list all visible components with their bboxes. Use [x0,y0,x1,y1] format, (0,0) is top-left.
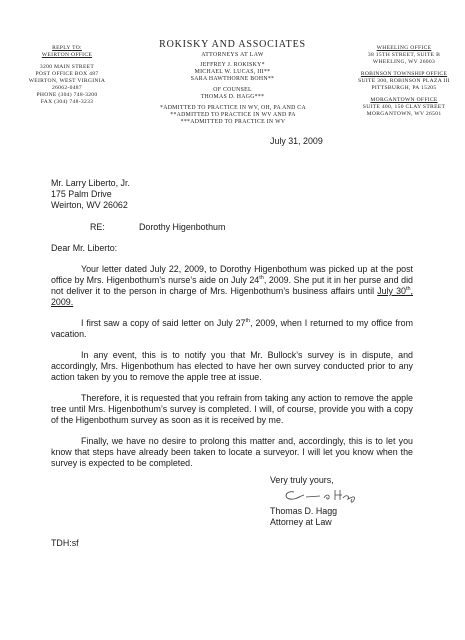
weirton-address-line: POST OFFICE BOX 487 [35,71,99,77]
closing: Very truly yours, [270,475,334,485]
attorney-list [150,62,315,84]
letter-date: July 31, 2009 [270,136,323,146]
signature-image [280,486,360,506]
firm-name: ROKISKY AND ASSOCIATES [159,39,306,50]
attorney-name: JEFFREY J. ROKISKY* [200,62,265,68]
admission-note: ***ADMITTED TO PRACTICE IN WV [180,119,286,126]
body-paragraph-2: I first saw a copy of said letter on July 27th, 2009, when I returned to my office from vacation. [51,318,413,339]
weirton-address-line: 3200 MAIN STREET [39,64,95,70]
of-counsel-label: OF COUNSEL [213,87,252,93]
body-paragraph-4: Therefore, it is requested that you refrain from taking any action to remove the apple tree until Mrs. Higenbothum’s survey is completed. I will, of course, provide you with a copy of the Higenbothum survey as soon as it is received by me. [51,393,413,425]
body-paragraph-3: In any event, this is to notify you that Mr. Bullock’s survey is in dispute, and accordingly, Mrs. Higenbothum has elected to have her own survey conducted prior to any action taken by you to remove the apple tree at issue. [51,350,413,382]
of-counsel-name: THOMAS D. HAGG*** [200,94,265,101]
morgantown-address-line: MORGANTOWN, WV 26501 [366,111,442,117]
admissions-block [118,105,348,127]
typist-initials: TDH:sf [51,538,79,548]
recipient-street: 175 Palm Drive [51,189,112,199]
admission-note: *ADMITTED TO PRACTICE IN WV, OH, PA AND CA [160,105,306,111]
weirton-address-line: WEIRTON, WEST VIRGINIA 26062-0487 [28,78,106,91]
reply-to-label: REPLY TO: [52,45,82,51]
weirton-fax: FAX (304) 748-3233 [40,99,94,105]
morgantown-address-line: SUITE 400, 150 CLAY STREET [362,104,446,110]
wheeling-address-line: WHEELING, WV 26003 [372,59,436,65]
recipient-city: Weirton, WV 26062 [51,200,128,210]
body-paragraph-1: Your letter dated July 22, 2009, to Dorothy Higenbothum was picked up at the post office by Mrs. Higenbothum’s nurse’s aide on July 24th, 2009. She put it in her purse and did not deliver it to the person in charge of Mrs. Higenbothum’s business affairs until July 30th, 2009. [51,264,413,307]
wheeling-office-name: WHEELING OFFICE [376,45,432,51]
body-paragraph-5: Finally, we have no desire to prolong this matter and, accordingly, this is to let you know that steps have already been taken to locate a surveyor. I will let you know when the survey is expected to be completed. [51,436,413,468]
weirton-office-block [22,45,112,106]
weirton-phone: PHONE (304) 748-3200 [36,92,98,98]
signer-title: Attorney at Law [270,517,332,527]
re-label: RE: [90,222,105,232]
recipient-name: Mr. Larry Liberto, Jr. [51,178,130,188]
robinson-office-name: ROBINSON TOWNSHIP OFFICE [360,71,448,77]
wheeling-address-line: 38 15TH STREET, SUITE B [367,52,441,58]
firm-subtitle: ATTORNEYS AT LAW [201,52,264,58]
re-subject: Dorothy Higenbothum [139,222,226,232]
attorney-name: SARA HAWTHORNE BOHN** [190,76,275,83]
salutation: Dear Mr. Liberto: [51,243,118,253]
morgantown-office-name: MORGANTOWN OFFICE [370,97,438,103]
robinson-address-line: PITTSBURGH, PA 15205 [371,85,437,91]
of-counsel-block [150,87,315,101]
right-offices-block [354,45,454,118]
weirton-office-name: WEIRTON OFFICE [41,52,93,58]
attorney-name: MICHAEL W. LUCAS, III** [194,69,271,76]
robinson-address-line: SUITE 300, ROBINSON PLAZA III [358,78,450,84]
admission-note: **ADMITTED TO PRACTICE IN WV AND PA [170,112,296,119]
signer-name: Thomas D. Hagg [270,506,338,516]
